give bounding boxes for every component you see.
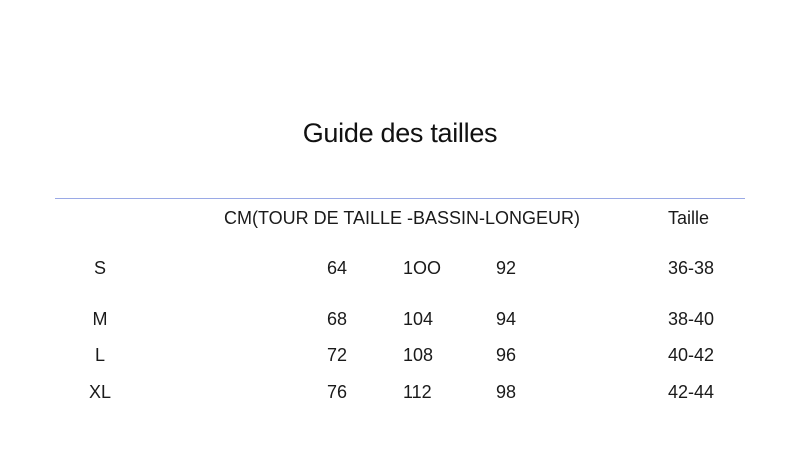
length-value: 96 <box>496 345 517 365</box>
size-label: M <box>92 309 108 329</box>
size-label: L <box>94 345 105 365</box>
length-value: 98 <box>496 382 517 402</box>
waist-value: 64 <box>326 258 347 278</box>
waist-value: 76 <box>326 382 347 402</box>
french-size-header: Taille <box>668 208 710 228</box>
hip-value: 108 <box>403 345 434 365</box>
waist-value: 68 <box>326 309 347 329</box>
size-label: S <box>93 258 106 278</box>
french-size-value: 38-40 <box>668 309 715 329</box>
hip-value: 112 <box>403 382 432 402</box>
french-size-value: 40-42 <box>668 345 715 365</box>
header-divider <box>55 198 745 199</box>
hip-value: 1OO <box>403 258 442 278</box>
french-size-value: 36-38 <box>668 258 715 278</box>
french-size-value: 42-44 <box>668 382 715 402</box>
waist-value: 72 <box>326 345 347 365</box>
length-value: 92 <box>496 258 517 278</box>
length-value: 94 <box>496 309 517 329</box>
hip-value: 104 <box>403 309 434 329</box>
page-title: Guide des tailles <box>302 118 498 148</box>
measurements-header: CM(TOUR DE TAILLE -BASSIN-LONGEUR) <box>224 208 581 228</box>
size-label: XL <box>88 382 112 402</box>
